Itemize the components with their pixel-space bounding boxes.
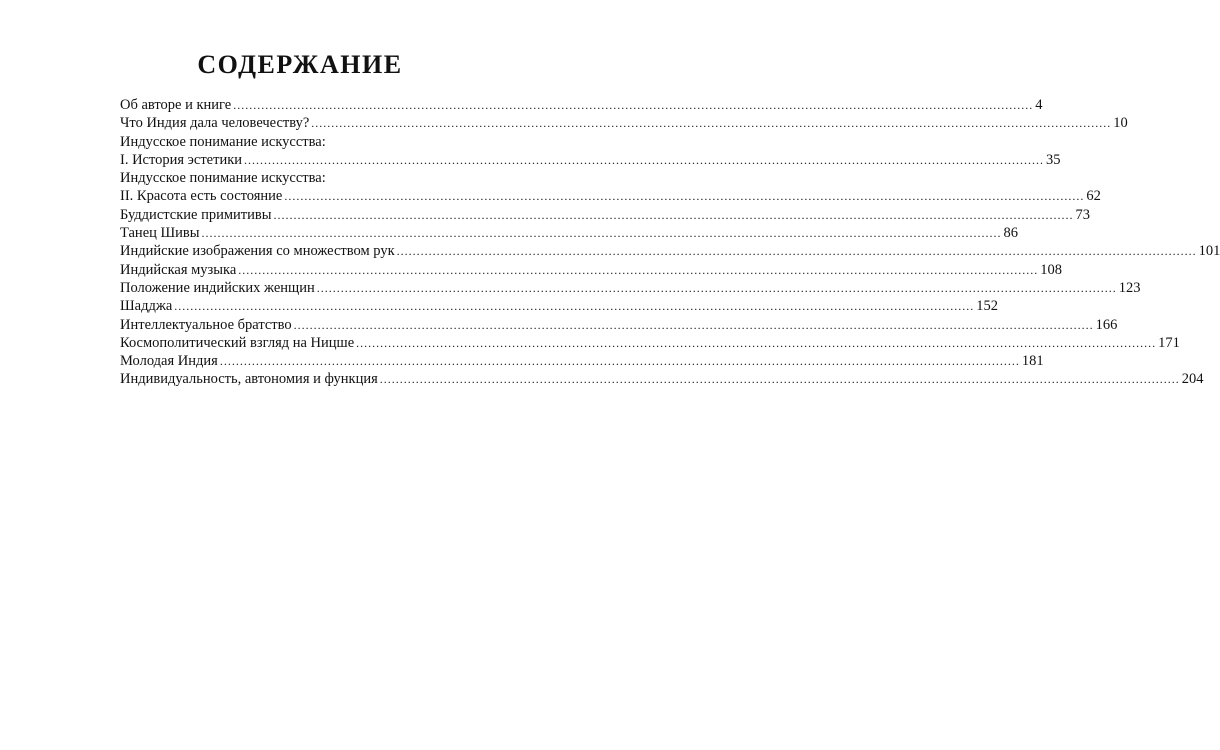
toc-entry[interactable] [120,242,1220,260]
toc-leader-dots: ........................................................................................................................................................................................................ [201,226,1002,241]
toc-entry[interactable] [120,206,1090,224]
toc-entry-title: II. Красота есть состояние [120,188,283,205]
toc-entry[interactable] [120,297,999,315]
toc-leader-dots: ........................................................................................................................................................................................................ [174,299,975,314]
toc-entry-title: Индусское понимание искусства: [120,133,326,150]
toc-entry[interactable] [120,279,1141,297]
toc-entry-page: 204 [1181,371,1204,388]
toc-entry[interactable] [120,224,1018,242]
toc-entry[interactable] [120,187,1101,205]
toc-leader-dots: ........................................................................................................................................................................................................ [379,372,1180,387]
toc-entry-title: Что Индия дала человечеству? [120,115,310,132]
toc-entry-title: Буддистские примитивы [120,206,272,223]
toc-entry[interactable] [120,334,1180,352]
toc-entry-title: Индивидуальность, автономия и функция [120,371,378,388]
toc-entry[interactable] [120,352,1044,370]
toc-entry-title: Космополитический взгляд на Ницше [120,334,355,351]
toc-entry-title: Молодая Индия [120,353,218,370]
toc-entry-page: 35 [1046,151,1061,168]
toc-entry-title: Индийские изображения со множеством рук [120,243,395,260]
toc-entry-title: Шадджа [120,298,173,315]
toc-entry-title: Танец Шивы [120,225,200,242]
toc-entry-page: 86 [1003,225,1018,242]
toc-leader-dots: ........................................................................................................................................................................................................ [396,244,1197,259]
toc-entry-title: Об авторе и книге [120,97,232,113]
toc-entry-title: Индийская музыка [120,261,237,278]
toc-entry-page: 166 [1095,316,1118,333]
toc-leader-dots: ........................................................................................................................................................................................................ [238,262,1039,277]
toc-entry-title: Интеллектуальное братство [120,316,292,333]
toc-entry-page: 62 [1086,188,1101,205]
toc-entry-page: 108 [1040,261,1063,278]
toc-entry-page: 123 [1118,279,1141,296]
toc-entry[interactable] [120,96,1043,114]
toc-entry[interactable] [120,151,1061,169]
toc-entry-page: 181 [1021,353,1044,370]
toc-leader-dots: ........................................................................................................................................................................................................ [273,207,1074,222]
toc-entry-page: 101 [1198,243,1220,260]
toc-entry-page: 73 [1075,206,1090,223]
toc-leader-dots: ........................................................................................................................................................................................................ [316,280,1117,295]
toc-leader-dots: ........................................................................................................................................................................................................ [356,335,1157,350]
toc-entry[interactable] [120,316,1118,334]
toc-entry[interactable] [120,261,1063,279]
toc-entry[interactable] [120,114,1128,132]
toc-entry-page: 10 [1113,115,1128,132]
toc-leader-dots: ........................................................................................................................................................................................................ [293,317,1094,332]
toc-entry-page: 171 [1158,334,1180,351]
toc-leader-dots: ........................................................................................................................................................................................................ [233,98,1034,112]
toc-leader-dots: ........................................................................................................................................................................................................ [219,354,1020,369]
toc-leader-dots: ........................................................................................................................................................................................................ [284,189,1085,204]
toc-leader-dots: ........................................................................................................................................................................................................ [311,116,1112,131]
toc-entry-page: 152 [976,298,999,315]
table-of-contents [120,96,1220,389]
toc-leader-dots: ........................................................................................................................................................................................................ [244,152,1045,167]
toc-entry-page: 4 [1035,97,1043,113]
page-title: СОДЕРЖАНИЕ [197,50,403,79]
toc-entry-heading [120,169,495,187]
toc-entry[interactable] [120,370,1204,388]
toc-entry-title: Индусское понимание искусства: [120,170,326,187]
toc-entry-title: I. История эстетики [120,151,243,168]
toc-entry-title: Положение индийских женщин [120,279,315,296]
toc-entry-heading [120,133,495,151]
